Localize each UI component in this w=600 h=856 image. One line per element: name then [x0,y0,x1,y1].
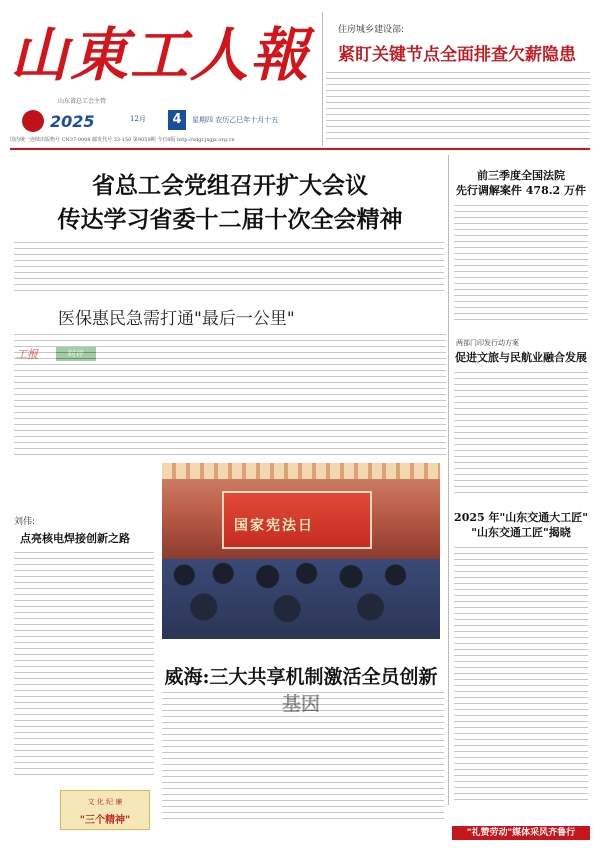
publication-row [10,98,320,132]
side-story-3-body [454,545,588,805]
publication-year: 2025 [50,112,95,131]
sponsor: 山东省总工会主管 [58,98,107,105]
header-divider [322,12,323,146]
top-right-headline: 紧盯关键节点全面排查欠薪隐患 [338,45,576,65]
photo-audience [162,559,440,639]
side-story-3-line1: 2025 年"山东交通大工匠" [454,511,588,524]
left-story-kicker: 刘伟: [14,517,36,527]
union-logo-icon [22,110,44,132]
weekday-lunar [192,115,278,125]
side-story-1-body [454,203,588,323]
commentary-body [14,332,446,456]
photo-ceiling [162,463,440,479]
header-rule [10,148,590,150]
side-story-1-line2: 先行调解案件 478.2 万件 [455,184,587,197]
photo-screen [222,491,372,549]
top-right-body [326,70,590,144]
lunar-date: 农历乙巳年十月十五 [215,116,279,124]
masthead [10,10,310,100]
info-line: 国内统一连续出版物号 CN37-0008 邮发代号 23-150 第9059期 今日8版 http://sdgr.jxgjx.org.cn [10,137,235,143]
weekday: 星期四 [192,116,213,124]
bottom-story-body [162,690,444,820]
month: 12月 [130,115,146,123]
culture-line1: 文 化 纪 廉 [87,798,123,806]
top-right-kicker: 住房城乡建设部: [338,25,405,35]
side-story-1-line1: 前三季度全国法院 [477,169,565,182]
photo-screen-text: 国家宪法日 [234,518,314,534]
side-story-2-kicker: 两部门印发行动方案 [456,339,519,347]
side-story-3-line2: "山东交通工匠"揭晓 [471,526,571,539]
footer-banner: "礼赞劳动"媒体采风齐鲁行 [452,826,590,840]
main-headline-2: 传达学习省委十二届十次全会精神 [57,206,403,233]
main-headline-1: 省总工会党组召开扩大会议 [92,172,368,199]
left-story-body [14,550,154,780]
left-story-headline: 点亮核电焊接创新之路 [20,532,130,545]
side-story-2-line1: 促进文旅与民航业融合发展 [455,351,587,364]
day-number: 4 [168,110,186,130]
commentary-headline: 医保惠民急需打通"最后一公里" [58,309,295,329]
culture-box [60,790,150,830]
main-story-body [14,240,444,294]
right-column-divider [448,155,449,805]
bottom-story-headline: 威海:三大共享机制激活全员创新 [164,666,438,688]
side-story-2-body [454,370,588,498]
newspaper-title: 山東工人報 [10,21,311,89]
constitution-day-photo [162,463,440,639]
culture-line2: "三个精神" [79,815,131,826]
